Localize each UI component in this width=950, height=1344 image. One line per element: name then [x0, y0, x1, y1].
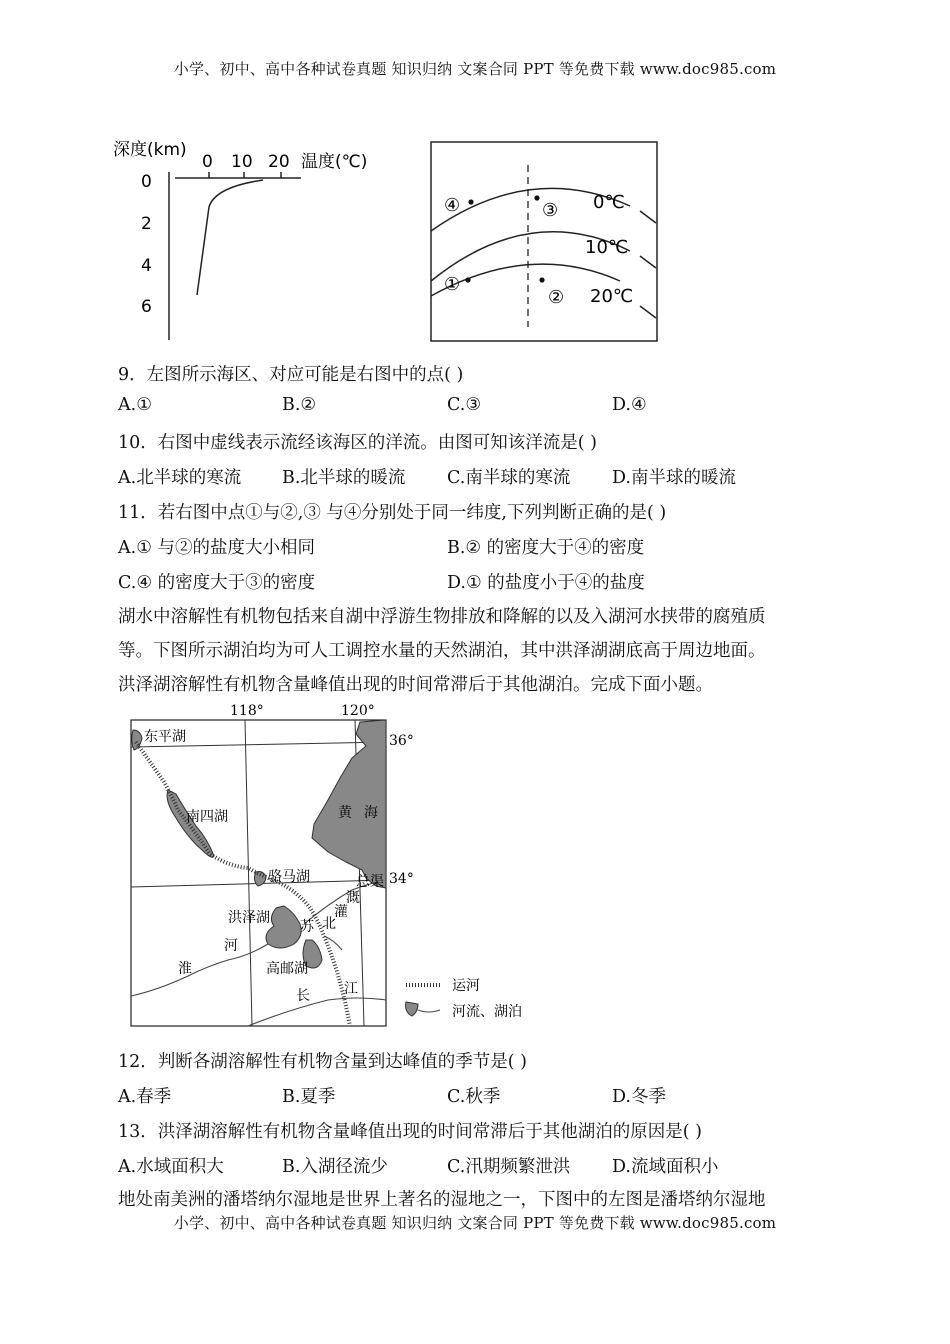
- label-he: 河: [224, 938, 238, 954]
- q10-option-d: D.南半球的暖流: [612, 468, 736, 488]
- label-su: 苏: [300, 919, 314, 935]
- q11-option-c: C.④ 的密度大于③的密度: [118, 573, 316, 593]
- label-jiang: 江: [344, 981, 358, 997]
- isotherm-diagram: [430, 141, 660, 345]
- question-11: 11．若右图中点①与②,③ 与④分别处于同一纬度,下列判断正确的是( ): [118, 503, 667, 523]
- point-2-label: ②: [548, 287, 565, 308]
- depth-axis-label: 深度(km): [113, 140, 187, 160]
- huai-river: [131, 944, 268, 996]
- lon-118-label: 118°: [230, 703, 264, 719]
- q12-option-a: A.春季: [118, 1087, 172, 1107]
- q9-option-b: B.②: [282, 395, 317, 415]
- label-hai: 海: [364, 805, 378, 821]
- legend-lake-symbol: [406, 1002, 418, 1016]
- page-header: 小学、初中、高中各种试卷真题 知识归纳 文案合同 PPT 等免费下载 www.doc985.com: [173, 60, 777, 78]
- hongze-lake: [266, 906, 301, 948]
- label-huai: 淮: [178, 961, 192, 977]
- passage-line-2: 等。下图所示湖泊均为可人工调控水量的天然湖泊，其中洪泽湖湖底高于周边地面。: [118, 641, 766, 661]
- temperature-curve: [197, 180, 263, 295]
- q12-option-b: B.夏季: [282, 1087, 336, 1107]
- q11-option-b: B.② 的密度大于④的密度: [447, 538, 645, 558]
- q12-option-d: D.冬季: [612, 1087, 666, 1107]
- point-4-dot: [468, 199, 473, 204]
- lon-118-line: [245, 720, 252, 1026]
- yangtze-river: [248, 998, 386, 1026]
- legend-river-lake-label: 河流、湖泊: [452, 1004, 522, 1020]
- label-bei: 北: [322, 916, 336, 932]
- temp-axis-label: 温度(℃): [301, 152, 368, 172]
- lat-34-label: 34°: [389, 871, 414, 887]
- label-chang: 长: [296, 988, 310, 1004]
- point-3-label: ③: [542, 200, 559, 221]
- label-nansi: 南四湖: [186, 809, 228, 825]
- x-tick-10: 10: [231, 152, 253, 172]
- label-gaoyou: 高邮湖: [266, 961, 308, 977]
- question-10: 10．右图中虚线表示流经该海区的洋流。由图可知该洋流是( ): [118, 433, 597, 453]
- point-2-dot: [539, 277, 544, 282]
- y-tick-2: 2: [141, 214, 152, 234]
- y-tick-0: 0: [141, 172, 152, 192]
- passage-line-3: 洪泽湖溶解性有机物含量峰值出现的时间常滞后于其他湖泊。完成下面小题。: [118, 675, 713, 695]
- x-tick-20: 20: [268, 152, 290, 172]
- page-footer: 小学、初中、高中各种试卷真题 知识归纳 文案合同 PPT 等免费下载 www.doc985.com: [173, 1214, 777, 1232]
- label-dongping: 东平湖: [144, 729, 186, 745]
- q9-option-c: C.③: [447, 395, 482, 415]
- q13-option-a: A.水域面积大: [118, 1157, 224, 1177]
- lat-36-label: 36°: [389, 733, 414, 749]
- q10-option-c: C.南半球的寒流: [447, 468, 571, 488]
- passage2-line-1: 地处南美洲的潘塔纳尔湿地是世界上著名的湿地之一，下图中的左图是潘塔纳尔湿地: [118, 1190, 766, 1210]
- legend-river-symbol: [418, 1010, 440, 1012]
- q9-option-d: D.④: [612, 395, 647, 415]
- point-1-dot: [465, 277, 470, 282]
- q11-option-d: D.① 的盐度小于④的盐度: [447, 573, 645, 593]
- label-zongqu: 总渠: [356, 874, 384, 890]
- isotherm-label-10: 10℃: [585, 237, 629, 258]
- yellow-sea: [312, 720, 386, 888]
- x-tick-0: 0: [202, 152, 213, 172]
- q13-option-d: D.流域面积小: [612, 1157, 719, 1177]
- q11-option-a: A.① 与②的盐度大小相同: [118, 538, 315, 558]
- label-guan: 灌: [334, 904, 348, 920]
- question-13: 13．洪泽湖溶解性有机物含量峰值出现的时间常滞后于其他湖泊的原因是( ): [118, 1122, 702, 1142]
- temperature-depth-chart: [105, 135, 395, 345]
- q12-option-c: C.秋季: [447, 1087, 501, 1107]
- legend-canal-label: 运河: [452, 978, 480, 994]
- label-hongze: 洪泽湖: [228, 910, 270, 926]
- lon-120-label: 120°: [341, 703, 375, 719]
- q10-option-a: A.北半球的寒流: [118, 468, 242, 488]
- y-tick-4: 4: [141, 256, 152, 276]
- lake-map: [128, 700, 558, 1030]
- point-4-label: ④: [444, 195, 461, 216]
- passage-line-1: 湖水中溶解性有机物包括来自湖中浮游生物排放和降解的以及入湖河水挟带的腐殖质: [118, 607, 766, 627]
- question-9: 9．左图所示海区、对应可能是右图中的点( ): [118, 365, 464, 385]
- q13-option-b: B.入湖径流少: [282, 1157, 388, 1177]
- isotherm-label-0: 0℃: [593, 192, 625, 213]
- q13-option-c: C.汛期频繁泄洪: [447, 1157, 571, 1177]
- label-huang: 黄: [338, 805, 352, 821]
- question-12: 12．判断各湖溶解性有机物含量到达峰值的季节是( ): [118, 1052, 527, 1072]
- q10-option-b: B.北半球的暖流: [282, 468, 406, 488]
- label-gai: 溉: [346, 890, 360, 906]
- q9-option-a: A.①: [118, 395, 152, 415]
- point-3-dot: [534, 195, 539, 200]
- isotherm-label-20: 20℃: [590, 286, 634, 307]
- point-1-label: ①: [444, 274, 461, 295]
- label-luoma: 骆马湖: [268, 869, 310, 885]
- y-tick-6: 6: [141, 297, 152, 317]
